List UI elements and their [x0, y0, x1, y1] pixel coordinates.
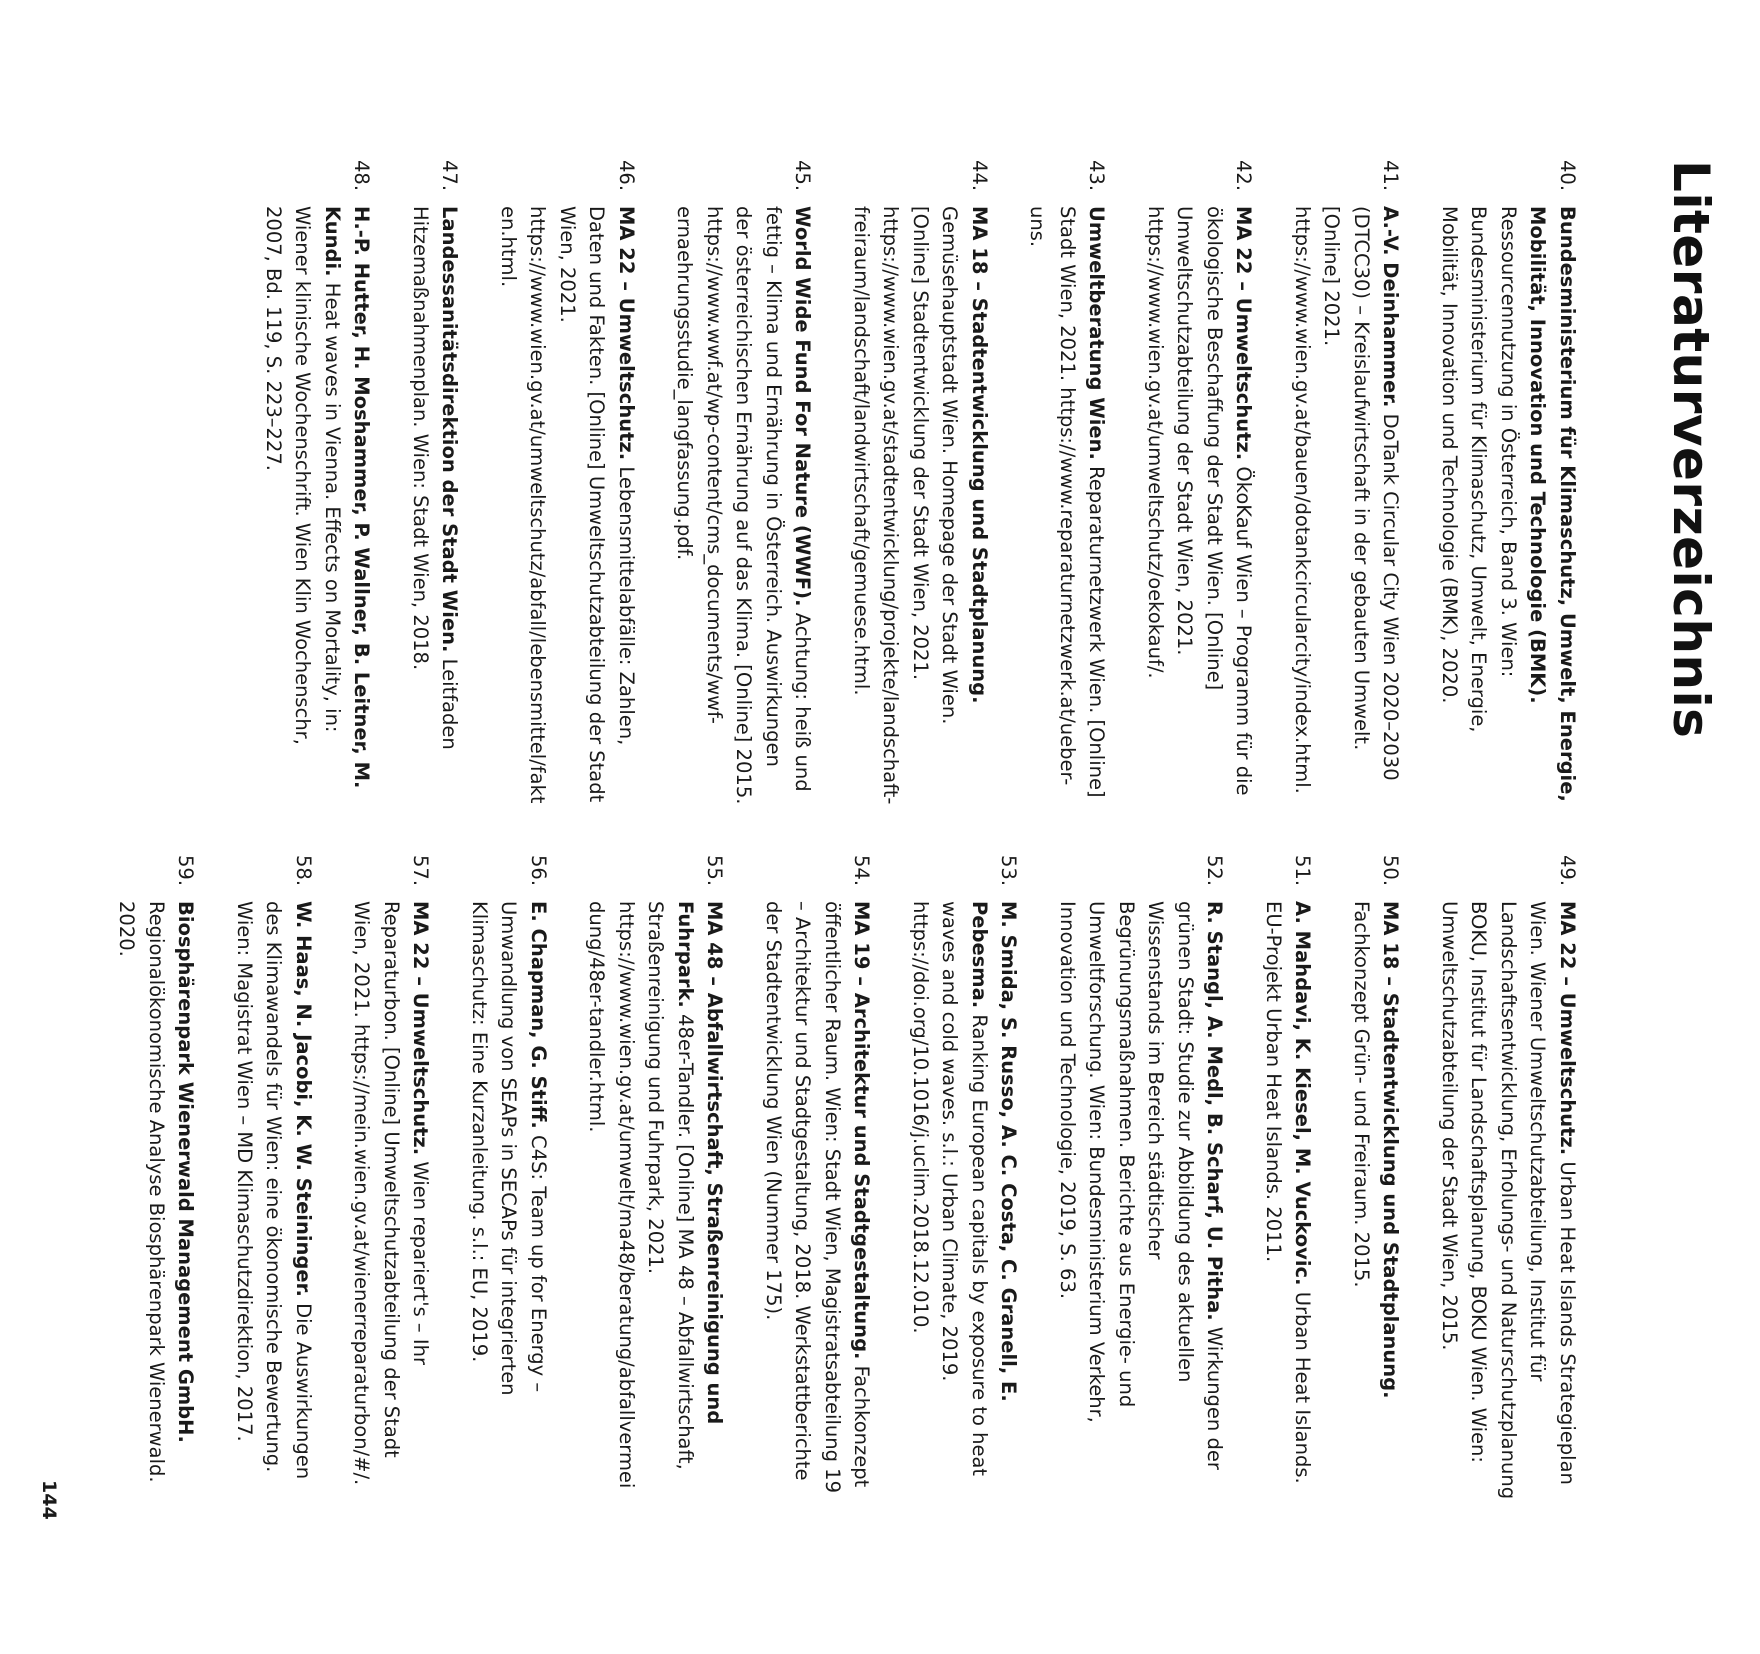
reference-body: Wirkungen der grünen Stadt: Studie zur Abbildung des aktuellen Wissenstands im Bereich städtischer Begrünungsmaßnahmen. Berichte aus Energie- und Umweltforschung. Wien: Bundesministerium Verkehr, Innovation und Technologie, 2019, S. 63. [1056, 901, 1227, 1470]
reference-text [259, 206, 377, 805]
reference-text [1435, 206, 1583, 805]
reference-item [1288, 160, 1406, 805]
reference-authors: MA 18 – Stadtentwicklung und Stadtplanung. [968, 206, 991, 704]
reference-text [406, 206, 465, 805]
reference-text [112, 901, 201, 1500]
reference-text [1288, 206, 1406, 805]
reference-number: 49. [1556, 855, 1579, 887]
reference-item [906, 855, 1024, 1500]
reference-text [906, 901, 1024, 1500]
reference-authors: W. Haas, N. Jacobi, K. W. Steininger. [292, 901, 315, 1297]
reference-text [1023, 206, 1112, 805]
reference-item [230, 855, 319, 1500]
reference-number: 41. [1379, 160, 1403, 192]
reference-body: Regionalökonomische Analyse Biosphärenpark Wienerwald. 2020. [115, 901, 168, 1483]
reference-authors: R. Stangl, A. Medl, B. Scharf, U. Pitha. [1203, 901, 1227, 1321]
reference-number: 46. [615, 160, 638, 192]
reference-text [847, 206, 995, 805]
reference-authors: Bundesministerium für Klimaschutz, Umwelt, Energie, Mobilität, Innovation und Technologie (BMK). [1526, 206, 1579, 802]
reference-number: 42. [1232, 160, 1256, 192]
reference-number: 51. [1291, 855, 1315, 887]
reference-number: 47. [438, 160, 462, 192]
reference-text [582, 901, 730, 1500]
reference-text [759, 901, 877, 1500]
reference-body: Urban Heat Islands Strategieplan Wien. Wiener Umweltschutzabteilung, Institut für Landschaftsentwicklung, Erholungs- und Naturschutzplanung BOKU, Institut für Landschaftsplanung, BOKU Wien. Wien: Umweltschutzabteilung der Stadt Wien, 2015. [1438, 901, 1579, 1500]
reference-item [465, 855, 554, 1500]
reference-text [1141, 206, 1259, 805]
reference-authors: Umweltberatung Wien. [1085, 206, 1109, 460]
reference-authors: MA 48 – Abfallwirtschaft, Straßenreinigung und Fuhrpark. [674, 901, 727, 1425]
reference-text [670, 206, 818, 805]
reference-text [1259, 901, 1318, 1500]
reference-item [1435, 160, 1583, 805]
reference-text [465, 901, 554, 1500]
reference-text [1347, 901, 1406, 1500]
reference-body: Lebensmittelabfälle: Zahlen, Daten und Fakten. [Online] Umweltschutzabteilung der Stadt Wien, 2021. https://www.wien.gv.at/umweltschutz/abfall/lebensmittel/fakten.html. [497, 206, 638, 804]
reference-authors: MA 22 – Umweltschutz. [409, 901, 433, 1156]
reference-body: Wien repariert's – Ihr Reparaturbon. [Online] Umweltschutzabteilung der Stadt Wien, 2021. https://mein.wien.gv.at/wienerreparaturbon/#/. [350, 901, 433, 1486]
reference-item [112, 855, 201, 1500]
reference-number: 56. [527, 855, 550, 887]
reference-number: 58. [292, 855, 315, 887]
reference-number: 40. [1556, 160, 1579, 192]
reference-body: C4S: Team up for Energy – Umwandlung von SEAPs in SECAPs für integrierten Klimaschutz: Eine Kurzanleitung. s.l.: EU, 2019. [468, 901, 550, 1396]
reference-number: 43. [1085, 160, 1109, 192]
reference-item [759, 855, 877, 1500]
page-number: 144 [38, 1480, 60, 1520]
reference-item [1141, 160, 1259, 805]
reference-body: Achtung: heiß und fettig – Klima und Ernährung in Österreich. Auswirkungen der österreichischen Ernährung auf das Klima. [Online] 2015. https://www.wwf.at/wp-content/cms_documents/wwf-ernaehrungsstudie_langfassung.pdf. [673, 206, 815, 805]
reference-number: 54. [850, 855, 874, 887]
reference-column-right [83, 855, 1582, 1500]
reference-authors: MA 22 – Umweltschutz. [1556, 901, 1579, 1156]
reference-body: Reparaturnetzwerk Wien. [Online] Stadt Wien, 2021. https://www.reparaturnetzwerk.at/ueber-uns. [1026, 206, 1109, 798]
reference-authors: MA 18 – Stadtentwicklung und Stadtplanung. [1379, 901, 1403, 1399]
reference-number: 59. [174, 855, 198, 887]
reference-number: 53. [997, 855, 1021, 887]
reference-body: Gemüsehauptstadt Wien. Homepage der Stadt Wien. [Online] Stadtentwicklung der Stadt Wien, 2021. https://www.wien.gv.at/stadtentwicklung/projekte/landschaft-freiraum/landschaft/landwirtschaft/gemuese.html. [850, 206, 962, 805]
reference-body: ÖkoKauf Wien – Programm für die ökologische Beschaffung der Stadt Wien. [Online] Umweltschutzabteilung der Stadt Wien, 2021. https://www.wien.gv.at/umweltschutz/oekokauf/. [1144, 206, 1256, 796]
reference-body: Die Auswirkungen des Klimawandels für Wien: eine ökonomische Bewertung. Wien: Magistrat Wien – MD Klimaschutzdirektion, 2017. [233, 901, 315, 1480]
reference-text [494, 206, 642, 805]
reference-body: Urban Heat Islands. EU-Projekt Urban Heat Islands. 2011. [1262, 901, 1315, 1484]
reference-body: 48er-Tandler. [Online] MA 48 – Abfallwirtschaft, Straßenreinigung und Fuhrpark, 2021. https://www.wien.gv.at/umwelt/ma48/beratung/abfallvermeidung/48er-tandler.html. [585, 901, 697, 1489]
reference-authors: H.-P. Hutter, H. Moshammer, P. Wallner, B. Leitner, M. Kundi. [321, 206, 374, 789]
reference-authors: E. Chapman, G. Stiff. [527, 901, 550, 1129]
reference-body: Ressourcennutzung in Österreich, Band 3. Wien: Bundesministerium für Klimaschutz, Umwelt, Energie, Mobilität, Innovation und Technologie (BMK), 2020. [1438, 206, 1520, 733]
reference-authors: Biosphärenpark Wienerwald Management GmbH. [174, 901, 198, 1443]
reference-item [1023, 160, 1112, 805]
reference-number: 45. [791, 160, 815, 192]
reference-number: 44. [968, 160, 991, 192]
reference-body: Ranking European capitals by exposure to heat waves and cold waves. s.l.: Urban Climate, 2019. https://doi.org/10.1016/j.uclim.2018.12.010. [909, 901, 991, 1477]
reference-body: DoTank Circular City Wien 2020–2030 (DTCC30) – Kreislaufwirtschaft in der gebauten Umwelt. [Online] 2021. https://www.wien.gv.at/bauen/dotankcircularcity/index.html. [1291, 206, 1403, 794]
reference-text [230, 901, 319, 1500]
reference-body: Leitfaden Hitzemaßnahmenplan. Wien: Stadt Wien, 2018. [409, 206, 462, 750]
reference-number: 50. [1379, 855, 1403, 887]
reference-item [1347, 855, 1406, 1500]
reference-authors: A.-V. Deinhammer. [1379, 206, 1403, 408]
reference-column-left [230, 160, 1583, 805]
reference-text [1435, 901, 1583, 1500]
reference-item [347, 855, 436, 1500]
reference-number: 52. [1203, 855, 1227, 887]
reference-authors: World Wide Fund For Nature (WWF). [791, 206, 815, 607]
reference-item [582, 855, 730, 1500]
reference-number: 57. [409, 855, 433, 887]
reference-authors: M. Smida, S. Russo, A. C. Costa, C. Granell, E. Pebesma. [968, 901, 1021, 1402]
reference-item [1435, 855, 1583, 1500]
page-title: Literaturverzeichnis [1662, 160, 1720, 739]
reference-body: Heat waves in Vienna. Effects on Mortality, in: Wiener klinische Wochenschrift. Wien Klin Wochenschr, 2007, Bd. 119, S. 223–227. [262, 206, 344, 745]
reference-authors: MA 19 – Architektur und Stadtgestaltung. [850, 901, 874, 1360]
reference-item [1053, 855, 1230, 1500]
reference-authors: A. Mahdavi, K. Kiesel, M. Vuckovic. [1291, 901, 1315, 1286]
reference-number: 55. [703, 855, 727, 887]
reference-item [259, 160, 377, 805]
reference-number: 48. [350, 160, 374, 192]
reference-body: Fachkonzept öffentlicher Raum. Wien: Stadt Wien, Magistratsabteilung 19 – Architektur und Stadtgestaltung, 2018. Werkstattberichte der Stadtentwicklung Wien (Nummer 175). [762, 901, 874, 1493]
reference-text [1053, 901, 1230, 1500]
reference-authors: Landessanitätsdirektion der Stadt Wien. [438, 206, 462, 653]
reference-item [1259, 855, 1318, 1500]
reference-item [406, 160, 465, 805]
reference-item [494, 160, 642, 805]
reference-authors: MA 22 – Umweltschutz. [615, 206, 638, 461]
reference-body: Fachkonzept Grün- und Freiraum. 2015. [1350, 901, 1373, 1288]
reference-authors: MA 22 – Umweltschutz. [1232, 206, 1256, 461]
reference-item [847, 160, 995, 805]
reference-text [347, 901, 436, 1500]
reference-item [670, 160, 818, 805]
